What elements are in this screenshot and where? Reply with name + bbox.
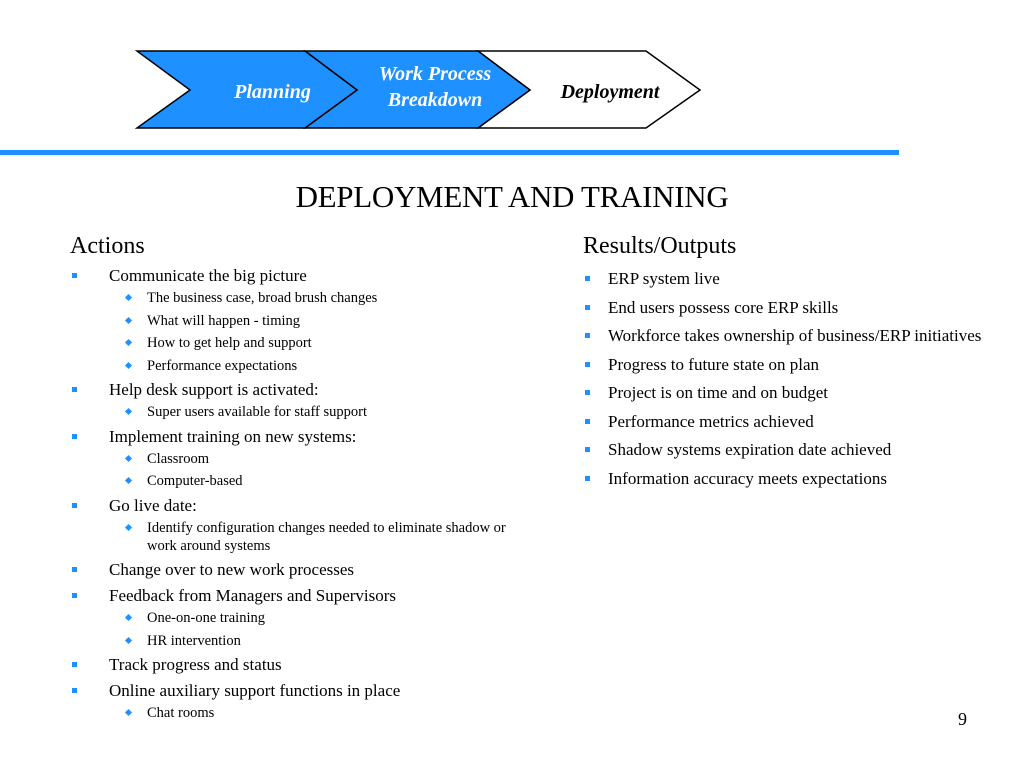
page-number: 9 bbox=[958, 709, 967, 729]
square-bullet-icon bbox=[72, 662, 77, 667]
sub-list bbox=[109, 609, 540, 650]
sub-list-item bbox=[109, 403, 540, 421]
square-bullet-icon bbox=[72, 503, 77, 508]
results-list bbox=[583, 267, 983, 495]
sub-list-item bbox=[109, 632, 540, 650]
diamond-bullet-icon bbox=[125, 477, 132, 484]
sub-text: The business case, broad brush changes bbox=[147, 290, 378, 306]
list-item bbox=[583, 381, 983, 404]
action-text: Feedback from Managers and Supervisors bbox=[109, 586, 397, 605]
sub-text: Chat rooms bbox=[147, 705, 215, 721]
square-bullet-icon bbox=[72, 273, 77, 278]
square-bullet-icon bbox=[72, 387, 77, 392]
sub-text: Performance expectations bbox=[147, 357, 298, 374]
square-bullet-icon bbox=[585, 362, 590, 367]
sub-list bbox=[109, 519, 540, 555]
list-item bbox=[583, 353, 983, 376]
sub-text: How to get help and support bbox=[147, 335, 312, 351]
sub-text: One-on-one training bbox=[147, 610, 265, 626]
sub-text: Classroom bbox=[147, 450, 210, 467]
sub-text: HR intervention bbox=[147, 632, 241, 649]
sub-list bbox=[109, 450, 540, 491]
sub-list-item bbox=[109, 357, 540, 375]
square-bullet-icon bbox=[585, 476, 590, 481]
square-bullet-icon bbox=[72, 434, 77, 439]
sub-text: Computer-based bbox=[147, 473, 243, 489]
result-text: Information accuracy meets expectations bbox=[608, 468, 887, 488]
list-item bbox=[70, 379, 540, 421]
result-text: Workforce takes ownership of business/ERP initiatives bbox=[608, 326, 982, 345]
result-text: ERP system live bbox=[608, 269, 720, 288]
step-planning-label: Planning bbox=[234, 81, 311, 103]
list-item bbox=[70, 654, 540, 676]
sub-text: Identify configuration changes needed to eliminate shadow or work around systems bbox=[147, 519, 506, 554]
sub-text: What will happen - timing bbox=[147, 312, 301, 329]
sub-list-item bbox=[109, 334, 540, 352]
diamond-bullet-icon bbox=[125, 636, 132, 643]
list-item bbox=[70, 585, 540, 650]
sub-text: Super users available for staff support bbox=[147, 404, 367, 420]
result-text: Performance metrics achieved bbox=[608, 411, 814, 431]
action-text: Communicate the big picture bbox=[109, 266, 307, 285]
result-text: End users possess core ERP skills bbox=[608, 297, 839, 317]
list-item bbox=[70, 680, 540, 722]
diamond-bullet-icon bbox=[125, 523, 132, 530]
list-item bbox=[70, 426, 540, 491]
list-item bbox=[70, 559, 540, 581]
action-text: Track progress and status bbox=[109, 655, 282, 674]
list-item bbox=[70, 265, 540, 375]
diamond-bullet-icon bbox=[125, 709, 132, 716]
action-text: Help desk support is activated: bbox=[109, 380, 319, 399]
action-text: Implement training on new systems: bbox=[109, 426, 357, 446]
actions-list bbox=[70, 265, 540, 727]
list-item bbox=[583, 267, 983, 290]
diamond-bullet-icon bbox=[125, 614, 132, 621]
sub-list-item bbox=[109, 609, 540, 627]
square-bullet-icon bbox=[72, 593, 77, 598]
list-item bbox=[583, 438, 983, 461]
list-item bbox=[583, 324, 983, 347]
action-text: Change over to new work processes bbox=[109, 560, 355, 579]
list-item bbox=[583, 467, 983, 490]
sub-list-item bbox=[109, 312, 540, 330]
step-deployment-label: Deployment bbox=[560, 81, 660, 103]
sub-list-item bbox=[109, 289, 540, 307]
sub-list-item bbox=[109, 450, 540, 468]
list-item bbox=[583, 296, 983, 319]
list-item bbox=[70, 495, 540, 555]
result-text: Progress to future state on plan bbox=[608, 354, 820, 374]
square-bullet-icon bbox=[585, 390, 590, 395]
slide-title: DEPLOYMENT AND TRAINING bbox=[295, 179, 729, 214]
diamond-bullet-icon bbox=[125, 294, 132, 301]
diamond-bullet-icon bbox=[125, 454, 132, 461]
sub-list-item bbox=[109, 519, 527, 555]
square-bullet-icon bbox=[585, 333, 590, 338]
sub-list bbox=[109, 403, 540, 421]
square-bullet-icon bbox=[585, 419, 590, 424]
action-text: Online auxiliary support functions in place bbox=[109, 681, 401, 700]
actions-heading: Actions bbox=[70, 233, 145, 259]
list-item bbox=[583, 410, 983, 433]
diamond-bullet-icon bbox=[125, 361, 132, 368]
diamond-bullet-icon bbox=[125, 316, 132, 323]
diamond-bullet-icon bbox=[125, 408, 132, 415]
square-bullet-icon bbox=[585, 305, 590, 310]
header-rule bbox=[0, 150, 899, 155]
result-text: Project is on time and on budget bbox=[608, 383, 829, 402]
square-bullet-icon bbox=[72, 688, 77, 693]
sub-list-item bbox=[109, 704, 540, 722]
action-text: Go live date: bbox=[109, 495, 197, 515]
sub-list bbox=[109, 704, 540, 722]
sub-list bbox=[109, 289, 540, 375]
step-work-process-line2: Breakdown bbox=[387, 89, 483, 111]
sub-list-item bbox=[109, 472, 540, 490]
square-bullet-icon bbox=[72, 567, 77, 572]
diamond-bullet-icon bbox=[125, 339, 132, 346]
result-text: Shadow systems expiration date achieved bbox=[608, 440, 892, 459]
step-work-process-label bbox=[360, 61, 510, 113]
process-chevrons bbox=[0, 0, 1024, 140]
results-heading: Results/Outputs bbox=[583, 233, 737, 259]
square-bullet-icon bbox=[585, 276, 590, 281]
step-work-process-line1: Work Process bbox=[378, 63, 492, 85]
square-bullet-icon bbox=[585, 447, 590, 452]
